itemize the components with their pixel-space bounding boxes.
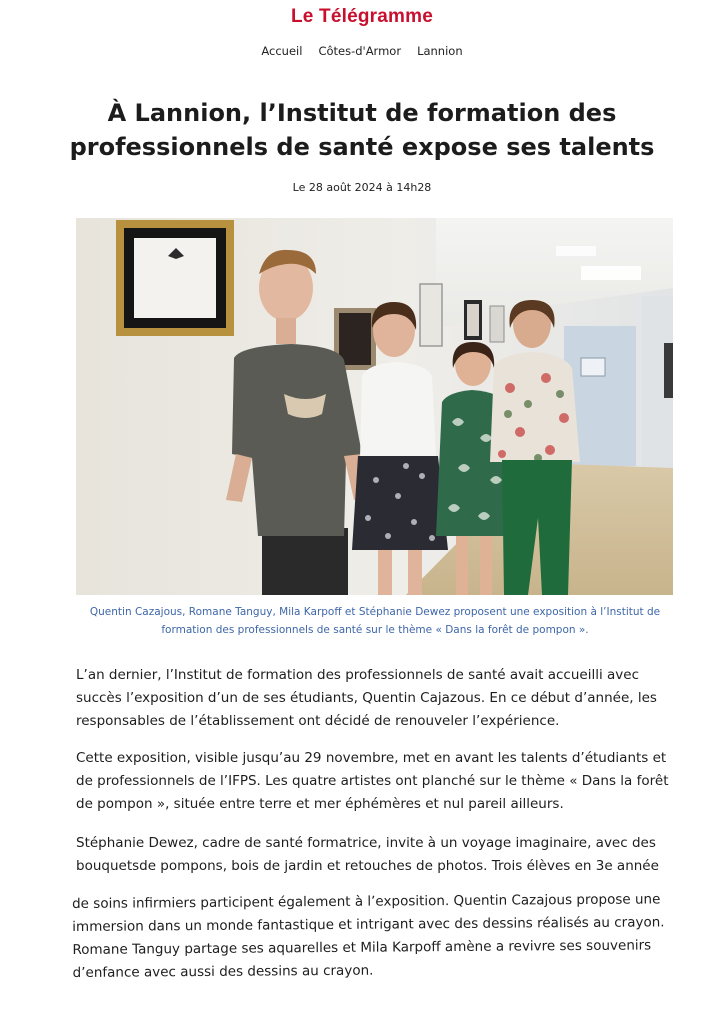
article-paragraph: Stéphanie Dewez, cadre de santé formatrice, invite à un voyage imaginaire, avec des bouquetsde pompons, bois de jardin et retouches de photos. Trois élèves en 3e année (76, 835, 659, 874)
photo-illustration (76, 218, 673, 595)
brand-logo[interactable]: Le Télégramme (291, 6, 433, 27)
article-paragraph: Cette exposition, visible jusqu’au 29 novembre, met en avant les talents d’étudiants et de professionnels de l’IFPS. Les quatre artistes ont planché sur le thème « Dans la forêt de pompon », située entre terre et mer éphémères et nul pareil ailleurs. (76, 750, 669, 812)
article-photo (76, 218, 673, 595)
breadcrumb (0, 44, 724, 58)
nav-link-lannion[interactable]: Lannion (417, 44, 463, 58)
article-headline: À Lannion, l’Institut de formation des professionnels de santé expose ses talents (69, 99, 655, 161)
article-paragraph: de soins infirmiers participent également à l’exposition. Quentin Cazajous propose une immersion dans un monde fantastique et intrigant avec des dessins réalisés au crayon. Romane Tanguy partage ses aquarelles et Mila Karpoff amène a revivre ses souvenirs d’enfance avec aussi des dessins au crayon. (72, 891, 665, 981)
photo-caption: Quentin Cazajous, Romane Tanguy, Mila Karpoff et Stéphanie Dewez proposent une exposition à l’Institut de formation des professionnels de santé sur le thème « Dans la forêt de pompon ». (89, 606, 661, 636)
nav-link-accueil[interactable]: Accueil (261, 44, 303, 58)
nav-link-cotes-darmor[interactable]: Côtes-d'Armor (318, 44, 402, 58)
article-date: Le 28 août 2024 à 14h28 (292, 181, 432, 194)
article-paragraph: L’an dernier, l’Institut de formation des professionnels de santé avait accueilli avec succès l’exposition d’un de ses étudiants, Quentin Cajazous. En ce début d’année, les responsables de l’établissement ont décidé de renouveler l’expérience. (76, 667, 657, 729)
